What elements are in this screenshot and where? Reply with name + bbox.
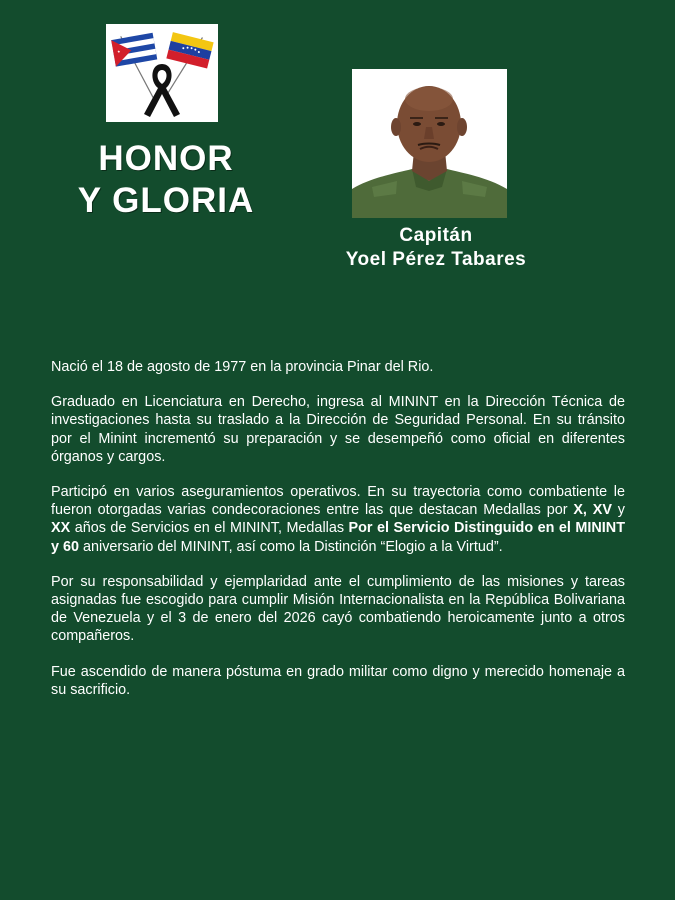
bio-paragraph-birth: Nació el 18 de agosto de 1977 en la provincia Pinar del Rio. — [51, 359, 434, 375]
bio-paragraph-promotion: Fue ascendido de manera póstuma en grado militar como digno y merecido homenaje a su sacrificio. — [51, 663, 625, 698]
bio-bold-text: X, XV — [573, 502, 612, 519]
bio-bold-text: Por el Servicio Distinguido en el MININT y 60 — [51, 520, 625, 555]
bio-text: aniversario del MININT, así como la Distinción “Elogio a la Virtud”. — [79, 538, 503, 555]
honor-line-2: Y GLORIA — [77, 181, 255, 220]
biography — [51, 358, 625, 716]
person-rank: Capitán — [399, 225, 473, 246]
bio-text: Participó en varios aseguramientos operativos. En su trayectoria como combatiente le fueron otorgadas varias condecoraciones entre las que destacan Medallas por — [51, 484, 625, 519]
person-caption — [300, 224, 572, 272]
flags-with-mourning-ribbon-icon — [106, 24, 218, 122]
bio-text: años de Servicios en el MININT, Medallas — [70, 520, 349, 537]
bio-paragraph-decorations — [51, 483, 625, 556]
honor-heading — [60, 138, 272, 222]
portrait-photo — [352, 69, 507, 218]
bio-paragraph-education: Graduado en Licenciatura en Derecho, ingresa al MININT en la Dirección Técnica de investigaciones hasta su traslado a la Dirección de Seguridad Personal. En su tránsito por el Minint incrementó su preparación y se desempeñó como oficial en diferentes órganos y cargos. — [51, 394, 625, 465]
bio-text: y — [611, 502, 625, 519]
bio-bold-text: XX — [51, 520, 71, 537]
honor-line-1: HONOR — [98, 139, 234, 178]
bio-paragraph-mission: Por su responsabilidad y ejemplaridad ante el cumplimiento de las misiones y tareas asignadas fue escogido para cumplir Misión Internacionalista en la República Bolivariana de Venezuela y el 3 de enero del 2026 cayó combatiendo heroicamente junto a otros compañeros. — [51, 573, 625, 645]
person-name: Yoel Pérez Tabares — [345, 249, 527, 270]
